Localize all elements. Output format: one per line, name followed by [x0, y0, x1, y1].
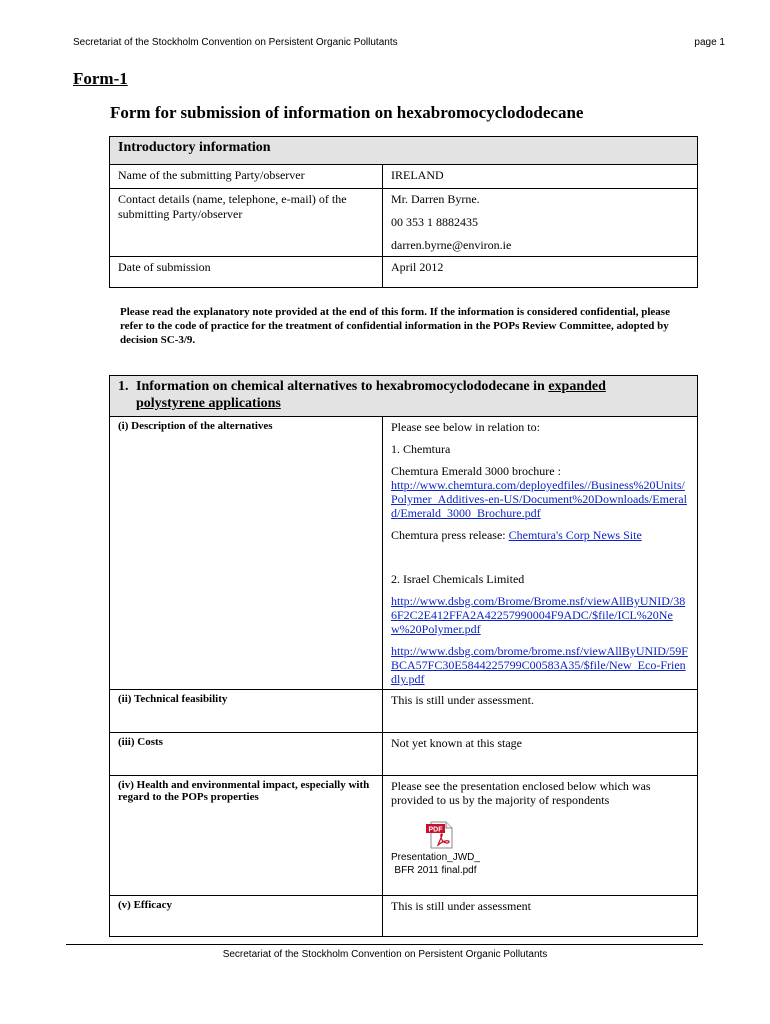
icl-link-paragraph-1	[391, 594, 689, 636]
costs-value: Not yet known at this stage	[383, 733, 698, 776]
form-title: Form for submission of information on hexabromocyclododecane	[110, 103, 584, 122]
date-value: April 2012	[383, 257, 698, 288]
section1-title-underlined-2: polystyrene applications	[136, 396, 281, 411]
footer-rule	[66, 944, 703, 945]
party-value: IRELAND	[383, 165, 698, 189]
svg-text:PDF: PDF	[428, 826, 443, 834]
section1-title: Information on chemical alternatives to hexabromocyclododecane in	[136, 379, 545, 394]
technical-label: (ii) Technical feasibility	[110, 690, 383, 733]
technical-value: This is still under assessment.	[383, 690, 698, 733]
efficacy-value: This is still under assessment	[383, 896, 698, 937]
contact-label: Contact details (name, telephone, e-mail) of the submitting Party/observer	[110, 189, 383, 257]
explanatory-note: Please read the explanatory note provided at the end of this form. If the information is considered confidential, please refer to the code of practice for the treatment of confidential information in the POPs Review Committee, adopted by decision SC-3/9.	[120, 306, 670, 346]
page-number: page 1	[694, 37, 725, 48]
pdf-file-icon	[425, 821, 455, 849]
press-link[interactable]: Chemtura's Corp News Site	[508, 528, 642, 542]
chemtura-item: 1. Chemtura	[391, 442, 451, 456]
section1-number: 1.	[118, 379, 129, 394]
contact-phone: 00 353 1 8882435	[391, 215, 478, 229]
description-value	[383, 417, 698, 690]
running-header: Secretariat of the Stockholm Convention on Persistent Organic Pollutants	[73, 37, 398, 48]
date-label: Date of submission	[110, 257, 383, 288]
contact-value	[383, 189, 698, 257]
brochure-link[interactable]: http://www.chemtura.com/deployedfiles//Business%20Units/Polymer_Additives-en-US/Document%20Downloads/Emerald/Emerald_3000_Brochure.pdf	[391, 478, 687, 520]
party-label: Name of the submitting Party/observer	[110, 165, 383, 189]
introductory-table	[109, 136, 698, 288]
icl-eco-friendly-link[interactable]: http://www.dsbg.com/brome/brome.nsf/viewAllByUNID/59FBCA57FC30E5844225799C00583A35/$file/New_Eco-Friendly.pdf	[391, 644, 688, 686]
efficacy-label: (v) Efficacy	[110, 896, 383, 937]
intro-heading: Introductory information	[110, 137, 698, 165]
contact-email: darren.byrne@environ.ie	[391, 238, 512, 252]
health-value	[383, 776, 698, 896]
description-label: (i) Description of the alternatives	[110, 417, 383, 690]
icl-polymer-link[interactable]: http://www.dsbg.com/Brome/Brome.nsf/viewAllByUNID/386F2C2E412FFA2A42257990004F9ADC/$file/ICL%20New%20Polymer.pdf	[391, 594, 686, 636]
press-paragraph	[391, 528, 689, 542]
health-label: (iv) Health and environmental impact, especially with regard to the POPs properties	[110, 776, 383, 896]
presentation-attachment[interactable]	[391, 821, 480, 877]
running-footer: Secretariat of the Stockholm Convention on Persistent Organic Pollutants	[222, 949, 548, 960]
attachment-filename-line1: Presentation_JWD_	[391, 852, 480, 863]
health-text: Please see the presentation enclosed below which was provided to us by the majority of respondents	[391, 779, 651, 807]
icl-item: 2. Israel Chemicals Limited	[391, 572, 525, 586]
costs-label: (iii) Costs	[110, 733, 383, 776]
section1-heading	[110, 376, 698, 417]
icl-link-paragraph-2	[391, 644, 689, 686]
attachment-filename-line2: BFR 2011 final.pdf	[394, 865, 477, 876]
description-intro: Please see below in relation to:	[391, 420, 540, 434]
form-number: Form-1	[73, 69, 128, 88]
brochure-paragraph	[391, 464, 689, 520]
section1-title-underlined-1: expanded	[548, 379, 606, 394]
alternatives-table	[109, 375, 698, 937]
contact-name: Mr. Darren Byrne.	[391, 192, 480, 206]
brochure-prefix: Chemtura Emerald 3000 brochure :	[391, 464, 561, 478]
press-prefix: Chemtura press release:	[391, 528, 506, 542]
